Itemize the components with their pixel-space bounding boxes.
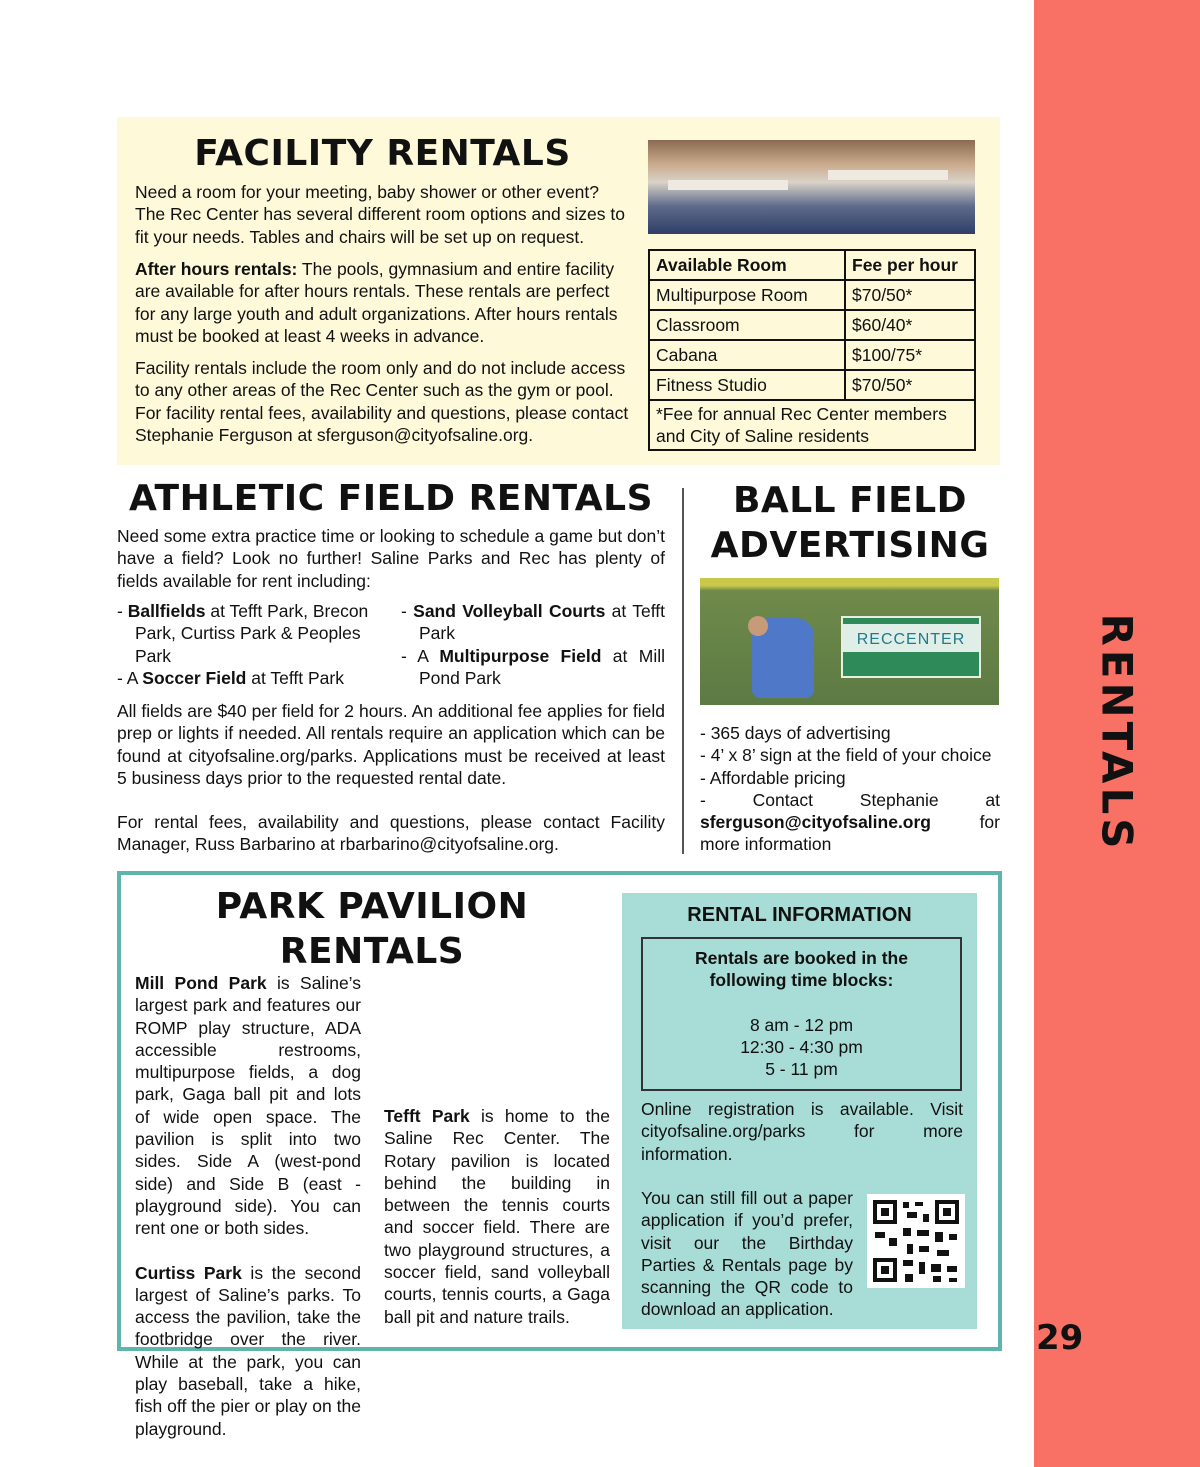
contact-prefix: - Contact Stephanie at (700, 789, 1000, 810)
after-hours-text: The pools, gymnasium and entire facility are available for after hours rentals. These rentals are perfect for any large youth and adult organizations. After hours rentals must be booked at least 4 weeks in advance. (135, 259, 618, 346)
pavilion-title-line2: RENTALS (279, 931, 465, 972)
rental-info-title: RENTAL INFORMATION (687, 904, 912, 926)
facility-intro: Need a room for your meeting, baby shower or other event? The Rec Center has several different room options and sizes to fit your needs. Tables and chairs will be set up on request. (135, 182, 625, 247)
table-shape (668, 180, 788, 190)
advertising-bullets (700, 722, 1000, 856)
table-footnote: *Fee for annual Rec Center members and City of Saline residents (649, 400, 975, 450)
field-list-right (401, 600, 665, 689)
list-rest: at Tefft Park (246, 667, 344, 688)
list-item (401, 645, 665, 690)
facility-note: Facility rentals include the room only and do not include access to any other areas of the Rec Center such as the gym or pool. For facility rental fees, availability and questions, please contact Stephanie Ferguson at sferguson@cityofsaline.org. (135, 358, 629, 445)
table-footnote-row (649, 400, 975, 450)
room-fee: $60/40* (845, 310, 975, 340)
tefft-paragraph (384, 1105, 610, 1328)
athletic-title: ATHLETIC FIELD RENTALS (128, 478, 654, 519)
qr-code[interactable] (867, 1194, 965, 1288)
curtiss-paragraph (135, 1262, 361, 1440)
time-block: 8 am - 12 pm (749, 1014, 854, 1035)
list-item: - 365 days of advertising (700, 723, 891, 743)
table-header-row (649, 250, 975, 280)
facility-title: FACILITY RENTALS (194, 133, 571, 174)
tefft-text: is home to the Saline Rec Center. The Rotary pavilion is located behind the building in between the tennis courts and soccer field. There are two playground structures, a soccer field, sand volleyball courts, tennis courts, a Gaga ball pit and nature trails. (384, 1106, 610, 1327)
mill-pond-label: Mill Pond Park (135, 973, 267, 993)
table-shape (828, 170, 948, 180)
list-bold: Ballfields (127, 601, 206, 621)
player-head (748, 616, 768, 636)
room-name: Classroom (649, 310, 845, 340)
list-bold: Multipurpose Field (439, 645, 602, 666)
time-blocks-heading: Rentals are booked in the following time blocks: (695, 948, 908, 991)
column-divider (682, 488, 684, 854)
list-prefix: - A (401, 645, 440, 666)
paper-application: You can still fill out a paper application if you’d prefer, visit our the Birthday Parties & Rentals page by scanning the QR code to download an application. (641, 1188, 853, 1320)
list-bold: Sand Volleyball Courts (413, 601, 606, 621)
contact-suffix: for more information (700, 812, 1000, 855)
table-row (649, 340, 975, 370)
room-photo (648, 140, 975, 234)
room-fee: $70/50* (845, 280, 975, 310)
pavilion-title (130, 884, 614, 974)
list-bold: Soccer Field (142, 667, 247, 688)
list-prefix: - (401, 601, 414, 621)
pavilion-title-line1: PARK PAVILION (215, 886, 529, 927)
athletic-fees: All fields are $40 per field for 2 hours. An additional fee applies for field prep or lights if needed. All rentals require an application which can be found at cityofsaline.org/parks. Applications must be received at least 5 business days prior to the requested rental date. (117, 701, 665, 788)
list-item (117, 600, 382, 667)
list-rest: at Tefft Park (419, 601, 665, 644)
online-registration: Online registration is available. Visit cityofsaline.org/parks for more information. (641, 1099, 963, 1164)
advertising-title-line1: BALL FIELD (732, 480, 968, 521)
list-rest: at Mill Pond Park (419, 645, 665, 688)
room-name: Multipurpose Room (649, 280, 845, 310)
time-block: 12:30 - 4:30 pm (740, 1036, 863, 1057)
athletic-contact: For rental fees, availability and questions, please contact Facility Manager, Russ Barbarino at rbarbarino@cityofsaline.org. (117, 812, 665, 855)
rec-center-sign (841, 616, 981, 678)
facility-after-hours (135, 258, 632, 347)
list-item (401, 600, 665, 645)
page-number: 29 (1036, 1318, 1084, 1358)
list-prefix: - (117, 601, 128, 621)
time-blocks-box (641, 937, 962, 1091)
list-rest: at Tefft Park, Brecon Park, Curtiss Park & Peoples Park (135, 601, 369, 666)
mill-pond-paragraph (135, 972, 361, 1240)
list-item: - Affordable pricing (700, 767, 846, 788)
ballfield-photo (700, 578, 999, 705)
mill-pond-text: is Saline’s largest park and features our ROMP play structure, ADA accessible restrooms, multipurpose fields, a dog park, Gaga ball pit and lots of wide open space. The pavilion is split into two sides. Side A (west-pond side) and Side B (east - playground side). You can rent one or both sides. (135, 973, 361, 1239)
fee-table (648, 249, 976, 451)
contact-email[interactable]: sferguson@cityofsaline.org (700, 812, 931, 833)
list-item (700, 789, 1000, 856)
room-fee: $100/75* (845, 340, 975, 370)
qr-code-icon (867, 1194, 965, 1288)
column-continued-spacer (384, 972, 610, 1105)
tefft-label: Tefft Park (384, 1106, 470, 1126)
field-list-left (117, 600, 382, 689)
athletic-intro: Need some extra practice time or looking to schedule a game but don’t have a field? Look no further! Saline Parks and Rec has plenty of fields available for rent including: (117, 526, 665, 591)
table-row (649, 280, 975, 310)
list-prefix: - A (117, 667, 143, 688)
section-label: RENTALS (1092, 613, 1142, 853)
advertising-title (700, 478, 1000, 568)
advertising-title-line2: ADVERTISING (710, 525, 990, 566)
list-item: - 4’ x 8’ sign at the field of your choice (700, 745, 992, 766)
curtiss-label: Curtiss Park (135, 1262, 242, 1283)
curtiss-text: is the second largest of Saline’s parks. To access the pavilion, take the footbridge over the river. While at the park, you can play baseball, take a hike, fish off the pier or play on the playground. (135, 1262, 362, 1439)
table-row (649, 310, 975, 340)
list-item (117, 667, 382, 689)
sign-text: RECCENTER (843, 624, 979, 652)
after-hours-label: After hours rentals: (135, 259, 298, 279)
table-row (649, 370, 975, 400)
room-name: Fitness Studio (649, 370, 845, 400)
time-block: 5 - 11 pm (765, 1059, 838, 1080)
room-name: Cabana (649, 340, 845, 370)
room-fee: $70/50* (845, 370, 975, 400)
header-room: Available Room (649, 250, 845, 280)
pavilion-col-2 (384, 972, 610, 1328)
pavilion-col-1 (135, 972, 361, 1440)
header-fee: Fee per hour (845, 250, 975, 280)
